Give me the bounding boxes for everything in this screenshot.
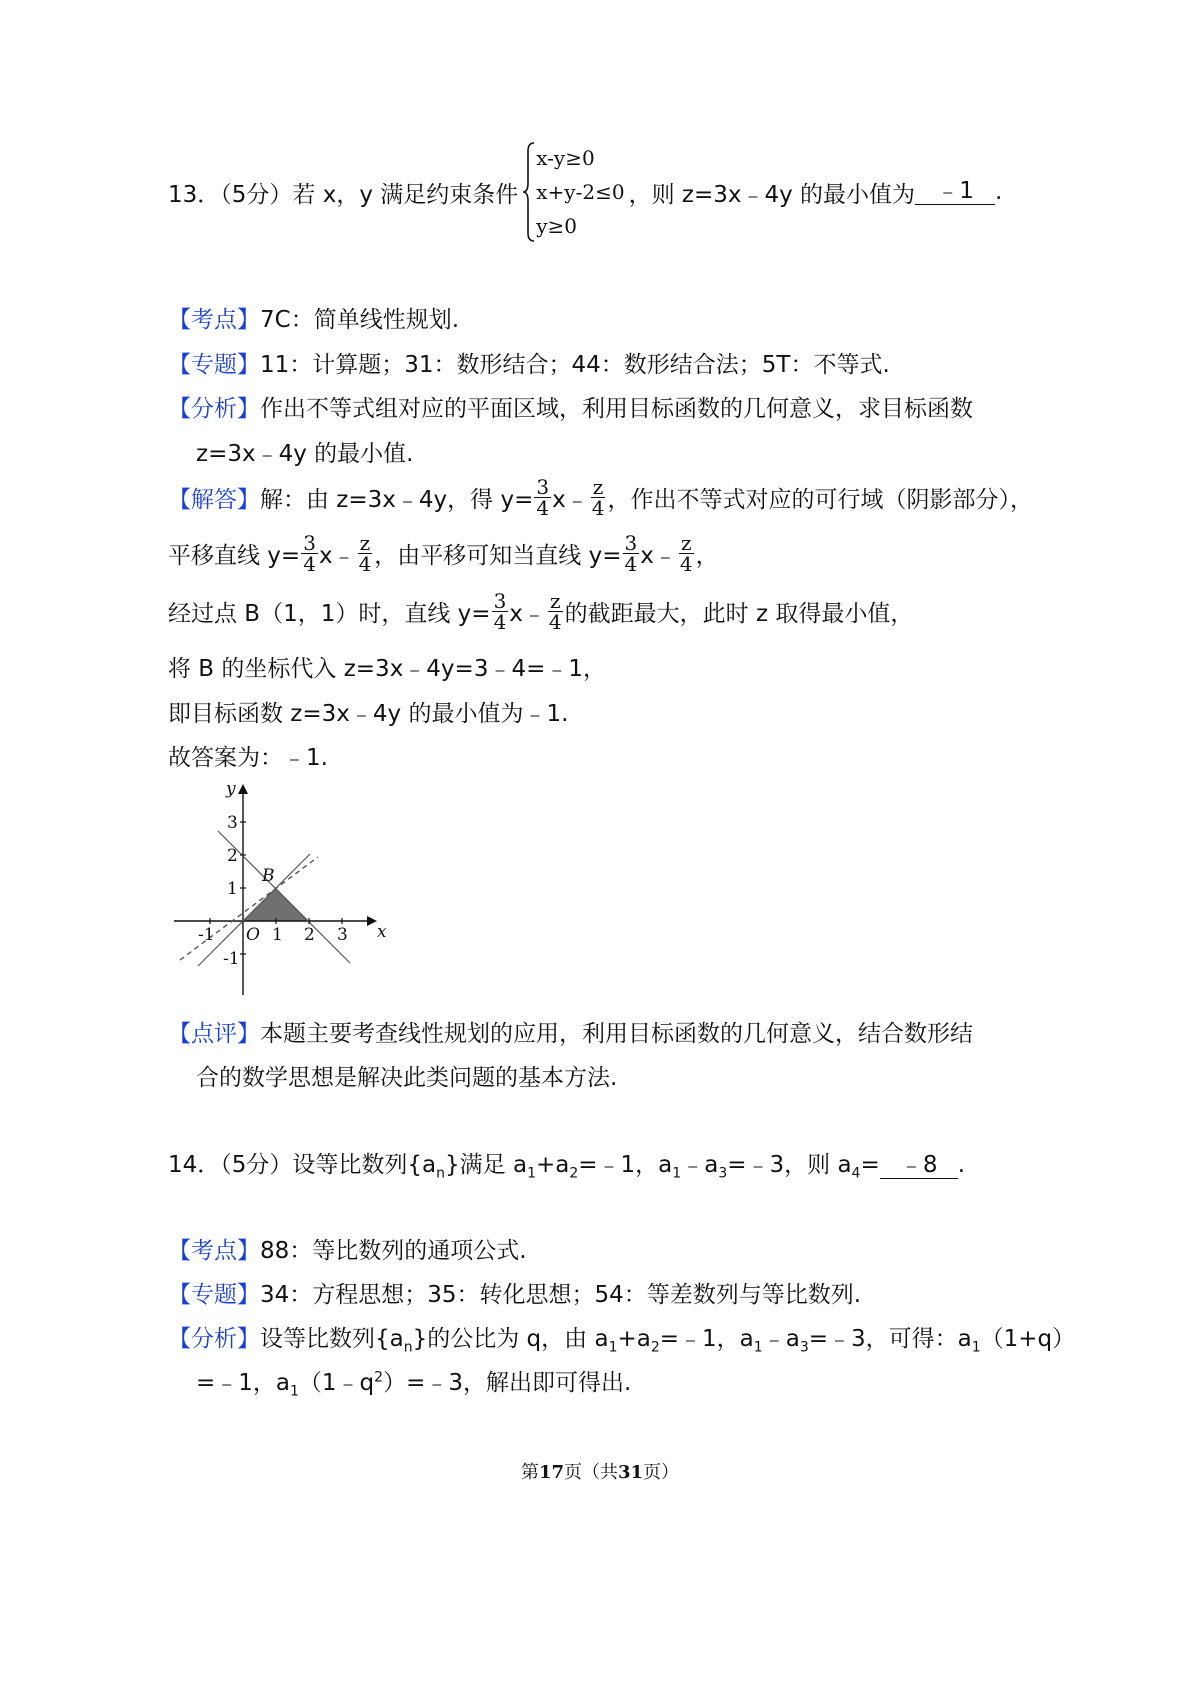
frac-den: 4 xyxy=(624,551,638,576)
kaodian-text: 7C：简单线性规划. xyxy=(260,307,460,333)
x-tick-neg1: -1 xyxy=(198,925,215,945)
jieda-text: x﹣ xyxy=(509,600,546,627)
y-axis-label: y xyxy=(226,779,236,799)
page-number: 17 xyxy=(538,1462,564,1483)
fraction-3-4 xyxy=(534,474,551,520)
frac-den: 4 xyxy=(303,551,316,576)
q13-jieda-line4: 将 B 的坐标代入 z=3x﹣4y=3﹣4=﹣1， xyxy=(168,656,606,682)
fraction-3-4 xyxy=(301,530,318,576)
q14-end: . xyxy=(957,1152,966,1178)
q14-kaodian xyxy=(168,1232,527,1265)
dianping-tag: 【点评】 xyxy=(168,1021,260,1047)
origin-label: O xyxy=(246,925,260,945)
point-b-label: B xyxy=(262,866,275,886)
fenxi-text: =﹣1，a xyxy=(196,1370,290,1396)
x-axis-label: x xyxy=(377,922,387,942)
jieda-text: ，由平移可知当直线 y= xyxy=(374,542,622,569)
x-axis-arrow-icon xyxy=(367,916,377,926)
q13-dianping xyxy=(168,1015,973,1048)
q13-answer: ﹣1 xyxy=(936,177,974,204)
q13-fenxi xyxy=(168,390,973,423)
q13-answer-blank xyxy=(915,179,995,205)
frac-num: z xyxy=(550,588,561,613)
constraint-3: y≥0 xyxy=(536,214,578,238)
constraint-1: x-y≥0 xyxy=(536,146,595,170)
zhuanti-text: 34：方程思想；35：转化思想；54：等差数列与等比数列. xyxy=(260,1282,862,1308)
fenxi-text: ﹣a xyxy=(762,1326,800,1352)
fenxi-text: （1+q） xyxy=(980,1326,1076,1352)
q14-zhuanti xyxy=(168,1276,861,1309)
y-tick-2: 2 xyxy=(227,846,238,866)
frac-den: 4 xyxy=(548,609,562,634)
jieda-text: 解：由 z=3x﹣4y，得 y= xyxy=(260,486,534,513)
fenxi-sub: 2 xyxy=(650,1339,660,1356)
fenxi-text: =﹣1，a xyxy=(659,1326,754,1352)
q13-jieda-line2 xyxy=(168,528,719,578)
fenxi-text: （1﹣q xyxy=(298,1370,375,1396)
q14-sub: n xyxy=(436,1165,446,1182)
q14-answer-blank xyxy=(880,1153,958,1179)
q14-sub: 2 xyxy=(569,1165,579,1182)
jieda-text: x﹣ xyxy=(318,542,356,569)
q13-jieda-line1 xyxy=(168,472,1033,522)
frac-den: 4 xyxy=(358,551,372,576)
fenxi-tag: 【分析】 xyxy=(168,1326,260,1352)
q13-suffix: ，则 z=3x﹣4y 的最小值为 xyxy=(628,181,916,208)
q14-text: ﹣a xyxy=(681,1152,719,1178)
fraction-z-4 xyxy=(357,530,374,576)
total-pages: 31 xyxy=(618,1462,644,1483)
feasible-region xyxy=(243,888,309,921)
y-tick-1: 1 xyxy=(227,879,238,899)
left-brace-icon xyxy=(522,141,536,243)
frac-num: 3 xyxy=(536,474,550,499)
frac-den: 4 xyxy=(536,495,550,520)
frac-den: 4 xyxy=(591,495,605,520)
page-footer xyxy=(0,1458,1200,1484)
fenxi-text: ）=﹣3，解出即可得出. xyxy=(383,1370,632,1396)
q14-sub: 3 xyxy=(718,1165,728,1182)
q13-jieda-line3 xyxy=(168,586,913,636)
jieda-text: 平移直线 y= xyxy=(168,542,301,569)
q14-fenxi-line2 xyxy=(196,1364,631,1400)
q14-text: +a xyxy=(535,1152,570,1178)
kaodian-tag: 【考点】 xyxy=(168,307,260,333)
dianping-line1: 本题主要考查线性规划的应用，利用目标函数的几何意义，结合数形结 xyxy=(260,1021,973,1047)
jieda-text: x﹣ xyxy=(640,542,677,569)
jieda-tag: 【解答】 xyxy=(168,486,260,513)
x-tick-1: 1 xyxy=(272,925,283,945)
q14-fenxi xyxy=(168,1320,1075,1356)
fraction-z-4 xyxy=(547,588,564,634)
q13-dianping-line2: 合的数学思想是解决此类问题的基本方法. xyxy=(196,1065,618,1091)
fenxi-sup: 2 xyxy=(374,1369,384,1386)
jieda-text: 经过点 B（1，1）时，直线 y= xyxy=(168,600,491,627)
q14-text: =﹣1，a xyxy=(578,1152,673,1178)
feasible-region-graph xyxy=(170,775,400,1000)
question-14 xyxy=(168,1146,965,1182)
y-tick-neg1: -1 xyxy=(223,949,240,969)
fraction-3-4 xyxy=(492,588,509,634)
zhuanti-text: 11：计算题；31：数形结合；44：数形结合法；5T：不等式. xyxy=(260,352,890,378)
fenxi-text: +a xyxy=(617,1326,651,1352)
footer-text: 第 xyxy=(520,1462,539,1483)
kaodian-text: 88：等比数列的通项公式. xyxy=(260,1238,527,1264)
frac-num: z xyxy=(592,474,604,499)
frac-num: 3 xyxy=(624,530,638,555)
fenxi-sub: n xyxy=(403,1339,413,1356)
fenxi-sub: 1 xyxy=(290,1383,299,1400)
q13-end: . xyxy=(995,179,1003,205)
fenxi-line1: 作出不等式组对应的平面区域，利用目标函数的几何意义，求目标函数 xyxy=(260,396,973,422)
kaodian-tag: 【考点】 xyxy=(168,1238,260,1264)
fenxi-text: 设等比数列{a xyxy=(260,1326,404,1352)
fenxi-sub: 1 xyxy=(971,1339,981,1356)
frac-num: 3 xyxy=(493,588,507,613)
q13-zhuanti xyxy=(168,346,890,379)
footer-text: 页） xyxy=(643,1462,680,1483)
q14-answer: ﹣8 xyxy=(899,1152,938,1178)
q14-text: = xyxy=(860,1152,880,1178)
question-13 xyxy=(168,146,1003,238)
constraint-2: x+y-2≤0 xyxy=(536,180,625,204)
y-tick-3: 3 xyxy=(227,813,238,833)
q14-sub: 1 xyxy=(672,1165,682,1182)
q14-text: }满足 a xyxy=(445,1152,528,1178)
fraction-3-4 xyxy=(623,530,640,576)
zhuanti-tag: 【专题】 xyxy=(168,1282,260,1308)
q14-sub: 1 xyxy=(527,1165,536,1182)
frac-num: z xyxy=(359,530,371,555)
q13-jieda-line6: 故答案为：﹣1. xyxy=(168,745,328,771)
frac-den: 4 xyxy=(493,609,507,634)
y-axis-arrow-icon xyxy=(238,784,248,794)
fenxi-text: =﹣3，可得：a xyxy=(808,1326,972,1352)
x-tick-3: 3 xyxy=(337,925,348,945)
q13-fenxi-line2: z=3x﹣4y 的最小值. xyxy=(196,441,414,467)
q14-sub: 4 xyxy=(851,1165,861,1182)
fenxi-text: }的公比为 q，由 a xyxy=(412,1326,609,1352)
x-tick-2: 2 xyxy=(304,925,315,945)
jieda-text: ，作出不等式对应的可行域（阴影部分）， xyxy=(607,486,1033,513)
fraction-z-4 xyxy=(590,474,607,520)
frac-num: 3 xyxy=(303,530,316,555)
fraction-z-4 xyxy=(678,530,695,576)
q14-text: =﹣3，则 a xyxy=(727,1152,852,1178)
q13-jieda-line5: 即目标函数 z=3x﹣4y 的最小值为﹣1. xyxy=(168,701,569,727)
jieda-text: x﹣ xyxy=(552,486,589,513)
q14-text: 14．（5分）设等比数列{a xyxy=(168,1152,437,1178)
constraint-system xyxy=(522,141,624,243)
fenxi-sub: 1 xyxy=(753,1339,763,1356)
frac-num: z xyxy=(680,530,692,555)
jieda-text: 的截距最大，此时 z 取得最小值， xyxy=(564,600,914,627)
footer-text: 页（共 xyxy=(564,1462,618,1483)
fenxi-tag: 【分析】 xyxy=(168,396,260,422)
q13-prefix: 13．（5分）若 x，y 满足约束条件 xyxy=(168,181,519,208)
fenxi-sub: 1 xyxy=(608,1339,618,1356)
frac-den: 4 xyxy=(679,551,693,576)
jieda-text: ， xyxy=(695,542,719,569)
zhuanti-tag: 【专题】 xyxy=(168,352,260,378)
q13-kaodian xyxy=(168,301,459,334)
fenxi-sub: 3 xyxy=(799,1339,809,1356)
